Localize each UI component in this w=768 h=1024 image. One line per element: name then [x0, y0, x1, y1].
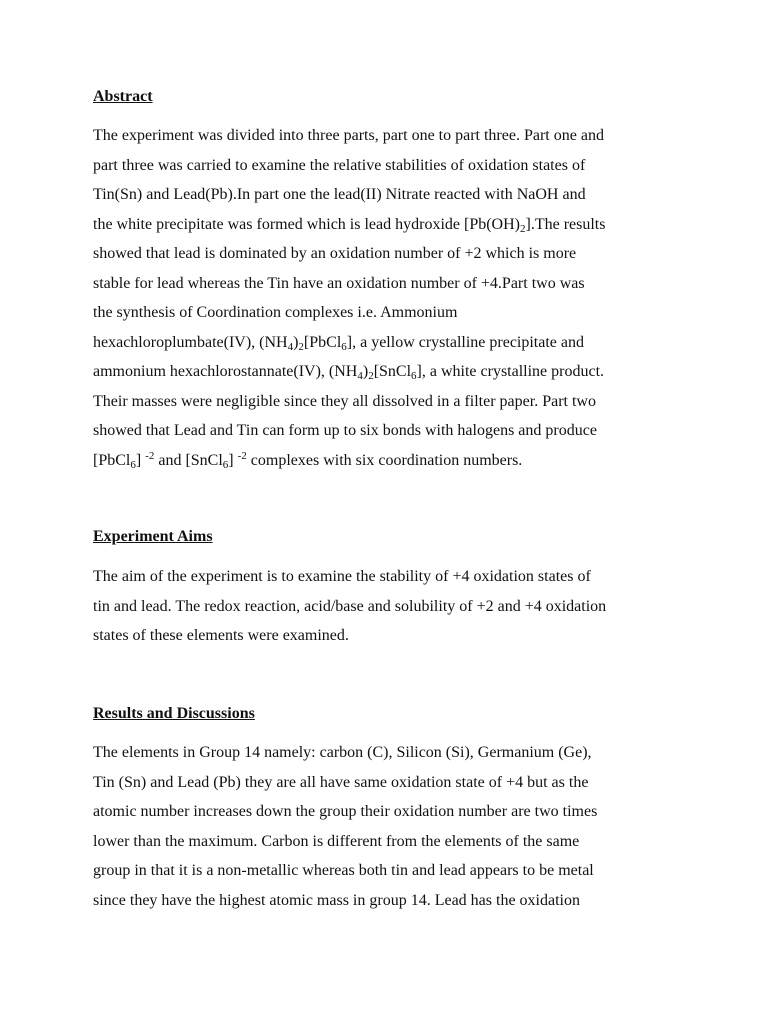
subscript: 2	[519, 222, 526, 235]
text-line: stable for lead whereas the Tin have an oxidation number of +4.Part two was	[93, 274, 585, 292]
text-line: Their masses were negligible since they all dissolved in a filter paper. Part two	[93, 392, 596, 410]
results-paragraph	[93, 738, 693, 915]
text-line: the synthesis of Coordination complexes i.e. Ammonium	[93, 304, 458, 321]
text-segment: ]	[228, 451, 234, 469]
text-segment: and [SnCl	[154, 451, 223, 469]
text-segment: )	[293, 333, 299, 351]
subscript: 4	[287, 340, 294, 353]
text-line: tin and lead. The redox reaction, acid/base and solubility of +2 and +4 oxidation	[93, 597, 607, 615]
text-line: group in that it is a non-metallic whereas both tin and lead appears to be metal	[93, 862, 594, 879]
text-line: Tin(Sn) and Lead(Pb).In part one the lead(II) Nitrate reacted with NaOH and	[93, 186, 586, 203]
text-segment: complexes with six coordination numbers.	[246, 451, 523, 469]
text-line	[93, 357, 693, 387]
text-line	[93, 210, 693, 240]
text-line	[93, 328, 693, 358]
subscript: 6	[411, 370, 417, 382]
text-line: states of these elements were examined.	[93, 627, 349, 644]
text-line: since they have the highest atomic mass in group 14. Lead has the oxidation	[93, 891, 580, 909]
text-line: The elements in Group 14 namely: carbon (C), Silicon (Si), Germanium (Ge),	[93, 744, 592, 761]
superscript: -2	[237, 449, 247, 462]
text-line: part three was carried to examine the relative stabilities of oxidation states of	[93, 156, 586, 174]
text-line: Tin (Sn) and Lead (Pb) they are all have same oxidation state of +4 but as the	[93, 773, 589, 791]
aims-paragraph	[93, 562, 693, 651]
text-segment: ], a yellow crystalline precipitate and	[346, 333, 584, 351]
text-segment: [PbCl	[303, 333, 342, 351]
text-segment: ammonium hexachlorostannate(IV), (NH	[93, 363, 358, 380]
text-segment: [PbCl	[93, 451, 131, 469]
experiment-aims-heading: Experiment Aims	[93, 528, 213, 545]
abstract-heading: Abstract	[93, 88, 153, 105]
text-segment: )	[362, 363, 369, 380]
text-segment: ]	[135, 451, 142, 469]
subscript: 6	[341, 340, 347, 353]
subscript: 2	[368, 370, 374, 382]
text-line: lower than the maximum. Carbon is different from the elements of the same	[93, 832, 580, 850]
text-line: showed that lead is dominated by an oxidation number of +2 which is more	[93, 245, 577, 262]
text-line: showed that Lead and Tin can form up to six bonds with halogens and produce	[93, 422, 597, 439]
superscript: -2	[145, 449, 155, 462]
abstract-paragraph	[93, 121, 693, 475]
text-line: The experiment was divided into three parts, part one to part three. Part one and	[93, 127, 604, 144]
text-segment: the white precipitate was formed which is lead hydroxide [Pb(OH)	[93, 215, 520, 233]
text-line: atomic number increases down the group their oxidation number are two times	[93, 803, 598, 820]
text-segment: [SnCl	[373, 363, 412, 380]
subscript: 4	[357, 370, 363, 382]
results-heading: Results and Discussions	[93, 705, 255, 722]
subscript: 6	[222, 458, 229, 471]
text-line	[93, 446, 693, 476]
subscript: 2	[298, 340, 304, 353]
text-segment: ].The results	[525, 215, 606, 233]
text-line: The aim of the experiment is to examine the stability of +4 oxidation states of	[93, 568, 591, 585]
subscript: 6	[130, 458, 136, 471]
text-segment: hexachloroplumbate(IV), (NH	[93, 333, 288, 351]
text-segment: ], a white crystalline product.	[416, 363, 605, 380]
